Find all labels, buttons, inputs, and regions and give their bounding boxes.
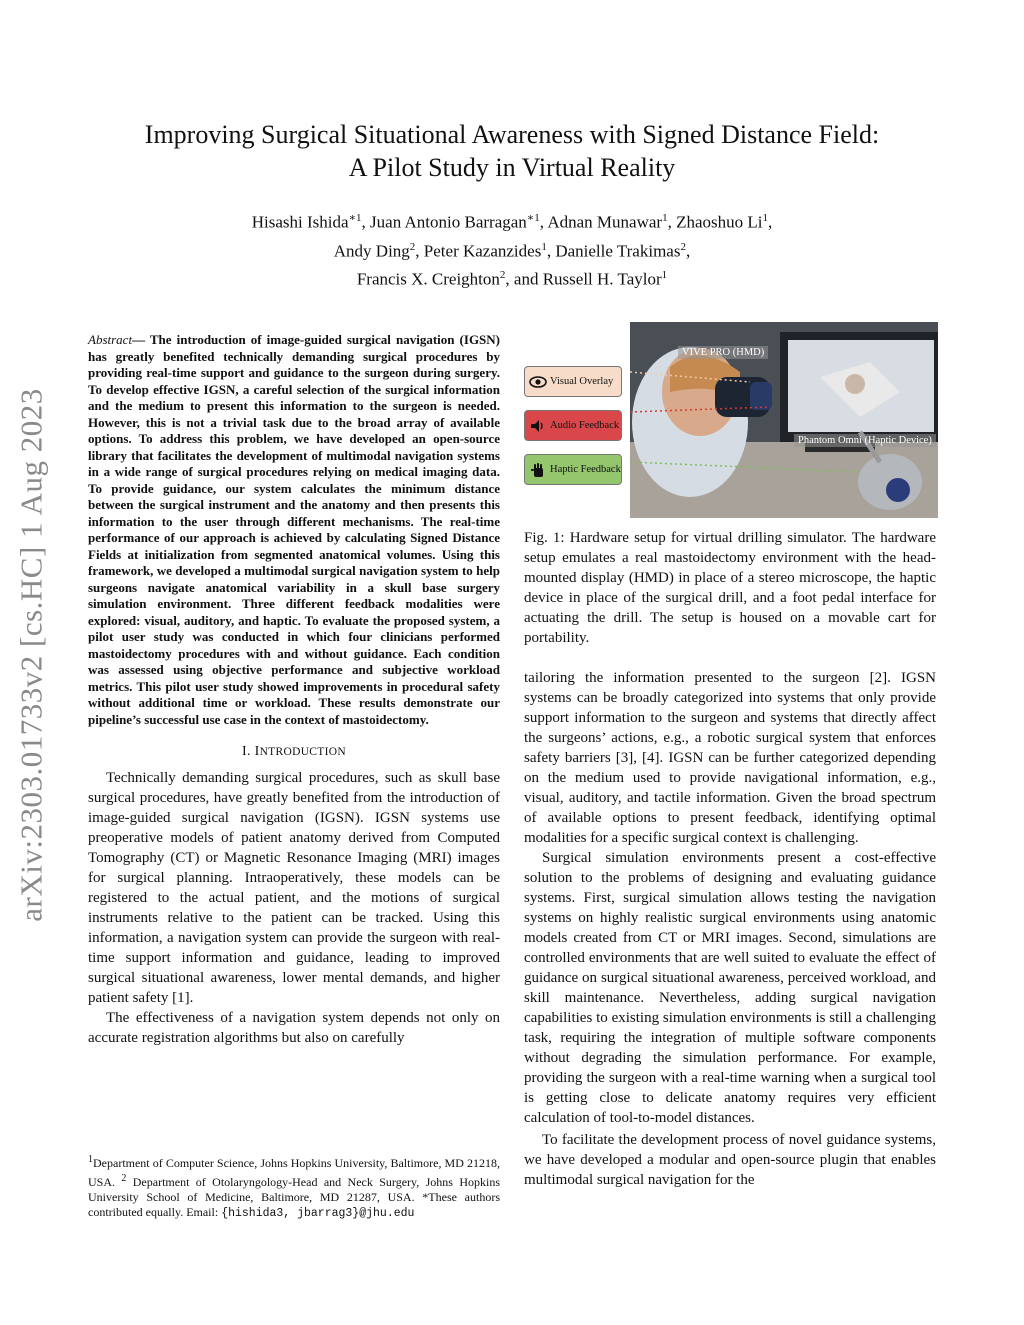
- author-name: Russell H. Taylor: [542, 269, 662, 289]
- author-name: Zhaoshuo Li: [676, 212, 763, 232]
- figure-1-caption: Fig. 1: Hardware setup for virtual drilling simulator. The hardware setup emulates a real mastoidectomy environment with the head-mounted display (HMD) in place of a stereo microscope, the haptic device in place of the surgical drill, and a foot pedal interface for actuating the drill. The setup is housed on a movable cart for portability.: [524, 530, 936, 646]
- affiliation-mark: 1: [762, 212, 768, 224]
- author-line-1: Hisashi Ishida$^{∗1}$, Juan Antonio Barragan$^{∗1}$, Adnan Munawar$^1$, Zhaoshuo Li$^1$,: [251, 212, 773, 232]
- footnote-emails: {hishida3, jbarrag3}@jhu.edu: [221, 1207, 415, 1220]
- eye-icon: [529, 374, 547, 390]
- setup-photograph: [630, 322, 938, 518]
- arxiv-identifier-text: arXiv:2303.01733v2 [cs.HC] 1 Aug 2023: [14, 388, 49, 922]
- haptic-device-label: Phantom Omni (Haptic Device): [794, 434, 936, 447]
- visual-overlay-badge: [524, 366, 622, 397]
- visual-overlay-label: Visual Overlay: [550, 376, 614, 387]
- footnote-mark: 1: [88, 1154, 93, 1165]
- paper-title: [100, 118, 924, 184]
- right-paragraph-1: tailoring the information presented to the surgeon [2]. IGSN systems can be broadly categorized into systems that only provide support information to the surgeon and systems that directly affect the surgeons’ actions, e.g., a robotic surgical system that enforces safety barriers [3], [4]. IGSN can be further categorized depending on the medium used to provide navigational information, e.g., visual, auditory, and tactile information. Given the broad spectrum of available options to present feedback, identifying optimal modalities for a specific surgical context is challenging.: [524, 670, 936, 846]
- affiliation-mark: 2: [409, 240, 416, 253]
- affiliation-mark: 1: [662, 212, 668, 224]
- author-name: Peter Kazanzides: [423, 241, 542, 261]
- intro-paragraph-2: The effectiveness of a navigation system depends not only on accurate registration algorithms but also on carefully: [88, 1010, 500, 1046]
- haptic-feedback-badge: [524, 454, 622, 485]
- author-conjunction: and: [513, 269, 543, 289]
- right-paragraph-2: Surgical simulation environments present a cost-effective solution to the problems of designing and evaluating guidance systems. First, surgical simulation allows testing the navigation systems on highly realistic surgical environments using anatomic models created from CT or MRI images. Second, simulations are controlled environments that are well suited to evaluate the effect of guidance on surgical situational awareness, perceived workload, and skill maintenance. Nevertheless, adding surgical navigation capabilities to existing simulation environments is still a challenging task, requiring the integration of multiple software components without degrading the simulation performance. For example, providing the surgeon with a real-time warning when a surgical tool is getting close to delicate anatomy requires very efficient calculation of tool-to-model distances.: [524, 850, 936, 1126]
- author-name: Francis X. Creighton: [356, 269, 500, 289]
- haptic-feedback-label: Haptic Feedback: [550, 464, 621, 475]
- arxiv-identifier: [12, 350, 52, 960]
- author-name: Juan Antonio Barragan: [370, 212, 527, 232]
- affiliation-mark: 2: [499, 269, 506, 282]
- abstract-label: Abstract: [88, 332, 133, 347]
- affiliation-footnote: [88, 1152, 500, 1221]
- abstract-dash: —: [132, 332, 150, 347]
- author-name: Danielle Trakimas: [555, 241, 681, 261]
- hand-icon: [529, 462, 547, 478]
- audio-feedback-label: Audio Feedback: [550, 420, 620, 431]
- author-name: Andy Ding: [333, 241, 410, 261]
- title-line-1: Improving Surgical Situational Awareness with Signed Distance Field:: [144, 120, 880, 149]
- audio-feedback-badge: [524, 410, 622, 441]
- setup-photo-illustration: [630, 322, 938, 518]
- intro-paragraph-1: Technically demanding surgical procedures, such as skull base surgical procedures, have greatly benefited from the introduction of image-guided surgical navigation (IGSN). IGSN systems use preoperative models of patient anatomy derived from Computed Tomography (CT) or Magnetic Resonance Imaging (MRI) images for surgical planning. Intraoperatively, these models can be registered to the actual patient, and the motions of surgical instruments relative to the patient can be tracked. Using this information, a navigation system can provide the surgeon with real-time support information and guidance, leading to improved surgical situational awareness, lower mental demands, and higher patient safety [1].: [88, 770, 500, 1006]
- author-line-2: Andy Ding$^2$, Peter Kazanzides$^1$, Danielle Trakimas$^2$,: [333, 240, 691, 261]
- abstract: [88, 332, 500, 728]
- right-paragraph-3: To facilitate the development process of novel guidance systems, we have developed a modular and open-source plugin that enables multimodal surgical navigation for the: [524, 1132, 936, 1188]
- author-line-3: Francis X. Creighton$^2$, and Russell H. Taylor$^1$: [356, 269, 668, 289]
- author-name: Adnan Munawar: [547, 212, 663, 232]
- section-number: I.: [242, 744, 255, 759]
- affiliation-mark: ∗1: [526, 212, 540, 224]
- section-title-rest: NTRODUCTION: [259, 746, 346, 758]
- left-column: [88, 332, 500, 1048]
- title-line-2: A Pilot Study in Virtual Reality: [348, 153, 676, 182]
- section-heading-introduction: [88, 742, 500, 762]
- author-list: [120, 206, 904, 292]
- section-title-initial: I: [254, 744, 260, 759]
- footnote-mark: 2: [121, 1173, 127, 1184]
- right-column: [524, 668, 936, 1190]
- hmd-label: VIVE PRO (HMD): [678, 346, 768, 359]
- author-name: Hisashi Ishida: [251, 212, 349, 232]
- abstract-text: The introduction of image-guided surgical navigation (IGSN) has greatly benefited technically demanding surgical procedures by providing real-time support and guidance to the surgeon during surgery. To develop effective IGSN, a careful selection of the surgical information and the medium to present this information to the surgeon is needed. However, this is not a trivial task due to the broad array of available options. To address this problem, we have developed an open-source library that facilitates the development of multimodal navigation systems in a wide range of surgical procedures relying on medical imaging data. To provide guidance, our system calculates the minimum distance between the surgical instrument and the anatomy and then presents this information to the user through different mechanisms. The real-time performance of our approach is achieved by calculating Signed Distance Fields at initialization from segmented anatomical volumes. Using this framework, we developed a multimodal surgical navigation system to help surgeons navigate anatomical variability in a skull base surgery simulation environment. Three different feedback modalities were explored: visual, auditory, and haptic. To evaluate the proposed system, a pilot user study was conducted in which four clinicians performed mastoidectomy procedures with and without guidance. Each condition was assessed using objective performance and subjective workload metrics. This pilot user study showed improvements in procedural safety without additional time or workload. These results demonstrate our pipeline’s successful use case in the context of mastoidectomy.: [88, 332, 500, 727]
- affiliation-mark: 2: [680, 240, 686, 253]
- affiliation-mark: ∗1: [348, 212, 362, 224]
- speaker-icon: [529, 418, 547, 434]
- footnote-text: Department of Otolaryngology-Head and Neck Surgery, Johns Hopkins University School of Medicine, Baltimore, MD 21287, USA. *These authors contributed equally. Email:: [88, 1175, 500, 1219]
- affiliation-mark: 1: [661, 269, 668, 282]
- footnote-text: Department of Computer Science, Johns Hopkins University, Baltimore, MD 21218, USA.: [88, 1156, 500, 1189]
- affiliation-mark: 1: [541, 240, 547, 253]
- figure-1-hardware-setup: [524, 322, 938, 518]
